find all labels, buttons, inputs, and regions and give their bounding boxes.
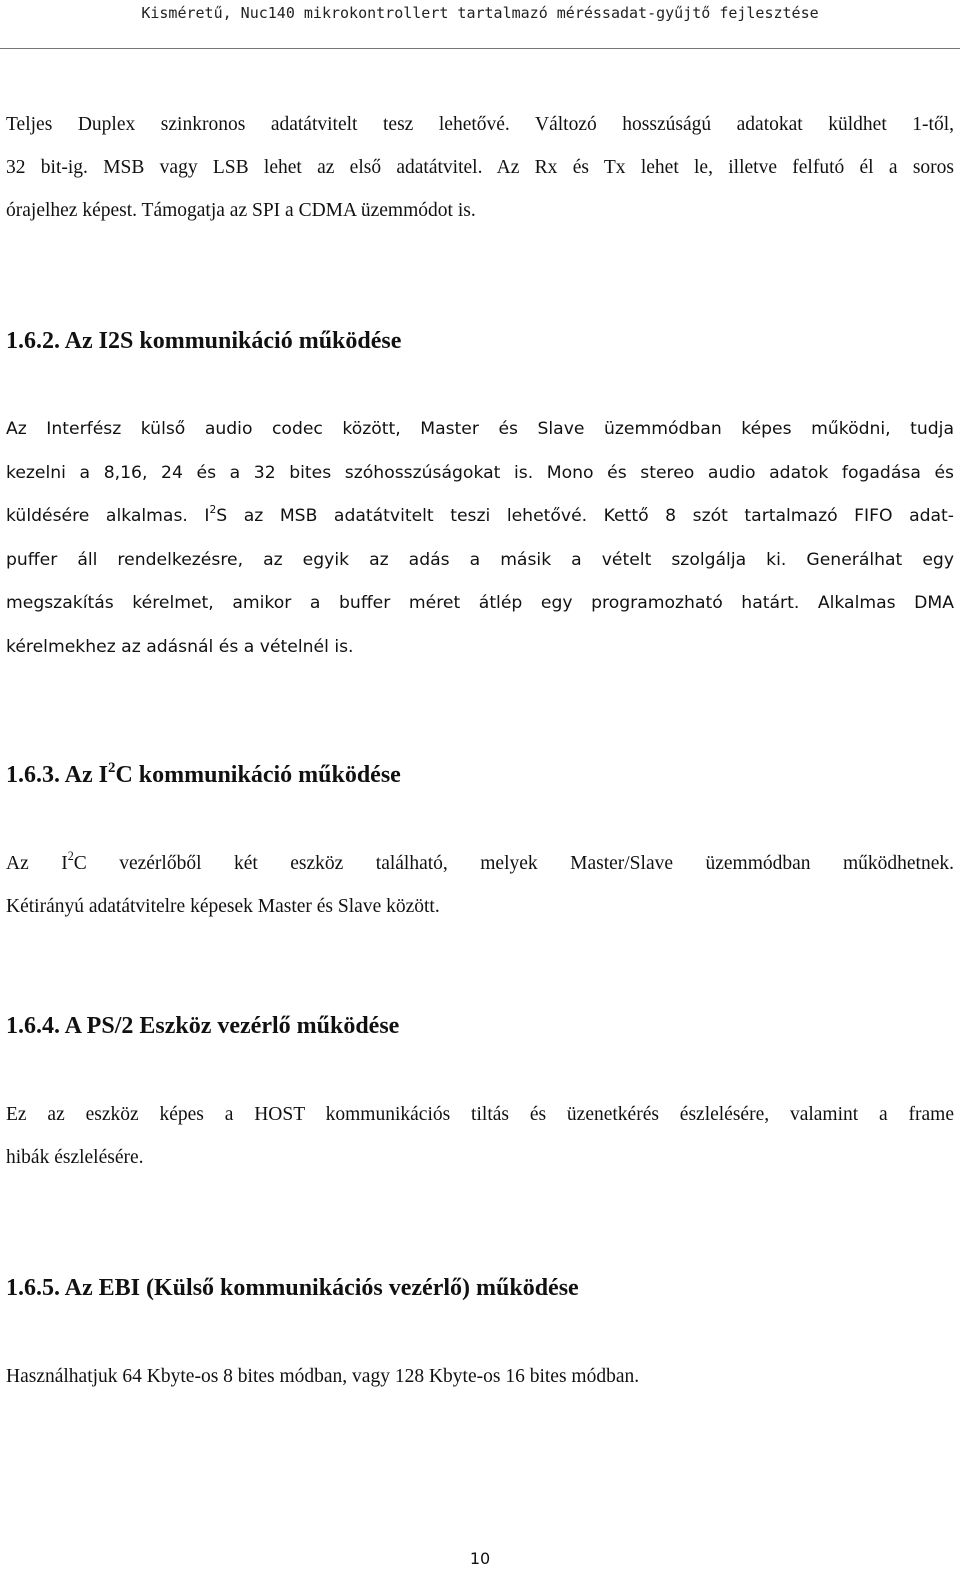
section-1-6-4-paragraph xyxy=(6,1093,954,1179)
s163-title-pre: 1.6.3. Az I xyxy=(6,762,108,788)
section-1-6-5-paragraph xyxy=(6,1355,954,1398)
s162-line-4: puffer áll rendelkezésre, az egyik az adás a másik a vételt szolgálja ki. Generálhat egy xyxy=(6,549,954,570)
intro-line-3: órajelhez képest. Támogatja az SPI a CDMA üzemmódot is. xyxy=(6,200,476,221)
s163-title-sup: 2 xyxy=(108,759,116,776)
section-1-6-2-paragraph xyxy=(6,408,954,669)
page-number: 10 xyxy=(469,1549,491,1568)
s163-line-1-sup: 2 xyxy=(67,849,74,864)
s162-line-5: megszakítás kérelmet, amikor a buffer méret átlép egy programozható határt. Alkalmas DMA xyxy=(6,593,954,613)
intro-paragraph xyxy=(6,103,954,232)
header-title: Kisméretű, Nuc140 mikrokontrollert tartalmazó méréssadat-gyűjtő fejlesztése xyxy=(141,4,819,22)
running-header xyxy=(0,0,960,49)
s162-line-3 xyxy=(6,495,954,539)
s162-line-2: kezelni a 8,16, 24 és a 32 bites szóhosszúságokat is. Mono és stereo audio adatok fogadása és xyxy=(6,462,954,483)
s162-line-3b: S az MSB adatátvitelt teszi lehetővé. Kettő 8 szót tartalmazó FIFO adat- xyxy=(216,506,954,526)
s163-title-post: C kommunikáció működése xyxy=(115,762,401,788)
s165-line-1: Használhatjuk 64 Kbyte-os 8 bites módban, vagy 128 Kbyte-os 16 bites módban. xyxy=(6,1366,640,1387)
intro-line-1: Teljes Duplex szinkronos adatátvitelt tesz lehetővé. Változó hosszúságú adatokat küldhet 1-től, xyxy=(6,114,954,135)
section-1-6-2-title: 1.6.2. Az I2S kommunikáció működése xyxy=(6,328,402,354)
section-1-6-5-title: 1.6.5. Az EBI (Külső kommunikációs vezérlő) működése xyxy=(6,1275,579,1301)
section-1-6-3-title xyxy=(6,760,401,790)
section-1-6-4-title: 1.6.4. A PS/2 Eszköz vezérlő működése xyxy=(6,1013,400,1039)
s163-line-1a: Az I xyxy=(6,853,68,874)
s163-line-1b: C vezérlőből két eszköz található, melyek Master/Slave üzemmódban működhetnek. xyxy=(73,853,955,874)
s162-line-3-sup: 2 xyxy=(209,503,217,517)
section-1-6-3-paragraph xyxy=(6,842,954,928)
s163-line-2: Kétirányú adatátvitelre képesek Master és Slave között. xyxy=(6,896,440,917)
s163-line-1 xyxy=(6,842,954,885)
header-divider xyxy=(0,48,960,49)
s162-line-6: kérelmekhez az adásnál és a vételnél is. xyxy=(6,636,354,657)
intro-line-2: 32 bit-ig. MSB vagy LSB lehet az első adatátvitel. Az Rx és Tx lehet le, illetve felfutó él a soros xyxy=(6,157,954,178)
s164-line-2: hibák észlelésére. xyxy=(6,1147,144,1168)
s164-line-1: Ez az eszköz képes a HOST kommunikációs tiltás és üzenetkérés észlelésére, valamint a frame xyxy=(6,1104,954,1125)
s162-line-1: Az Interfész külső audio codec között, Master és Slave üzemmódban képes működni, tudja xyxy=(6,419,954,439)
s162-line-3a: küldésére alkalmas. I xyxy=(6,506,210,526)
